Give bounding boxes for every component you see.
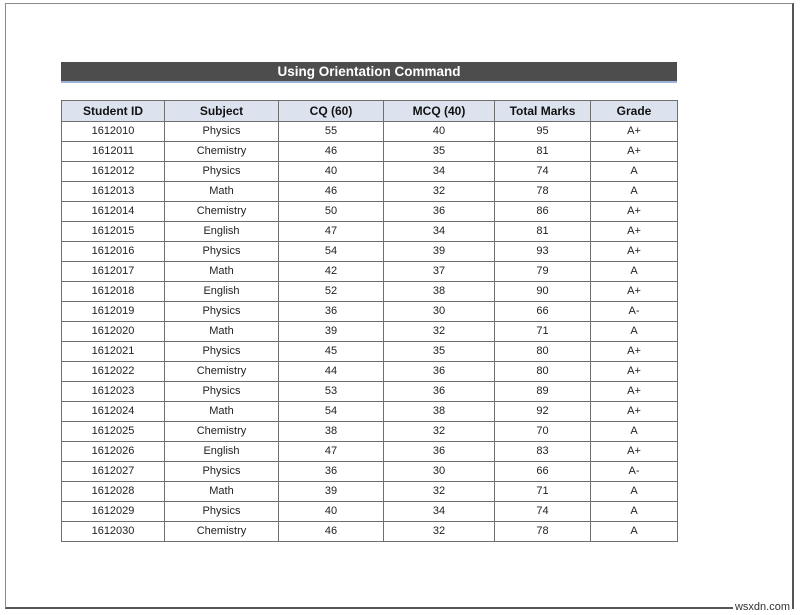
cell-cq: 54 (279, 402, 384, 422)
cell-cq: 46 (279, 182, 384, 202)
cell-subject: Math (165, 482, 279, 502)
cell-cq: 46 (279, 142, 384, 162)
cell-cq: 38 (279, 422, 384, 442)
cell-cq: 45 (279, 342, 384, 362)
header-grade: Grade (591, 101, 678, 122)
cell-total-marks: 81 (495, 142, 591, 162)
table-row (62, 482, 678, 502)
cell-cq: 36 (279, 302, 384, 322)
cell-student-id: 1612025 (62, 422, 165, 442)
table-row (62, 402, 678, 422)
cell-total-marks: 83 (495, 442, 591, 462)
cell-mcq: 32 (384, 422, 495, 442)
cell-student-id: 1612020 (62, 322, 165, 342)
header-student-id: Student ID (62, 101, 165, 122)
cell-subject: Math (165, 322, 279, 342)
cell-mcq: 35 (384, 142, 495, 162)
table-row (62, 462, 678, 482)
cell-subject: English (165, 222, 279, 242)
cell-mcq: 38 (384, 282, 495, 302)
table-row (62, 122, 678, 142)
cell-total-marks: 89 (495, 382, 591, 402)
table-row (62, 242, 678, 262)
cell-total-marks: 66 (495, 462, 591, 482)
cell-student-id: 1612030 (62, 522, 165, 542)
cell-total-marks: 71 (495, 482, 591, 502)
student-marks-table (61, 100, 678, 542)
cell-cq: 42 (279, 262, 384, 282)
cell-total-marks: 66 (495, 302, 591, 322)
cell-mcq: 36 (384, 202, 495, 222)
cell-grade: A (591, 322, 678, 342)
table-row (62, 422, 678, 442)
cell-student-id: 1612013 (62, 182, 165, 202)
header-total-marks: Total Marks (495, 101, 591, 122)
header-subject: Subject (165, 101, 279, 122)
cell-subject: Physics (165, 302, 279, 322)
cell-cq: 54 (279, 242, 384, 262)
table-row (62, 222, 678, 242)
cell-student-id: 1612028 (62, 482, 165, 502)
cell-grade: A+ (591, 362, 678, 382)
header-mcq: MCQ (40) (384, 101, 495, 122)
cell-total-marks: 80 (495, 342, 591, 362)
cell-grade: A (591, 162, 678, 182)
cell-total-marks: 78 (495, 182, 591, 202)
cell-mcq: 35 (384, 342, 495, 362)
cell-student-id: 1612029 (62, 502, 165, 522)
cell-subject: Physics (165, 162, 279, 182)
cell-total-marks: 70 (495, 422, 591, 442)
table-row (62, 182, 678, 202)
cell-subject: Physics (165, 122, 279, 142)
cell-total-marks: 90 (495, 282, 591, 302)
table-row (62, 262, 678, 282)
cell-subject: Math (165, 262, 279, 282)
cell-total-marks: 74 (495, 162, 591, 182)
cell-student-id: 1612015 (62, 222, 165, 242)
cell-total-marks: 93 (495, 242, 591, 262)
cell-grade: A- (591, 302, 678, 322)
cell-grade: A- (591, 462, 678, 482)
cell-cq: 53 (279, 382, 384, 402)
cell-mcq: 32 (384, 522, 495, 542)
cell-cq: 46 (279, 522, 384, 542)
cell-mcq: 36 (384, 442, 495, 462)
cell-student-id: 1612018 (62, 282, 165, 302)
cell-grade: A (591, 422, 678, 442)
cell-mcq: 36 (384, 362, 495, 382)
cell-grade: A (591, 482, 678, 502)
cell-mcq: 34 (384, 502, 495, 522)
cell-student-id: 1612010 (62, 122, 165, 142)
table-row (62, 362, 678, 382)
cell-mcq: 39 (384, 242, 495, 262)
cell-student-id: 1612019 (62, 302, 165, 322)
table-row (62, 382, 678, 402)
table-row (62, 442, 678, 462)
cell-total-marks: 80 (495, 362, 591, 382)
cell-subject: Physics (165, 342, 279, 362)
cell-student-id: 1612027 (62, 462, 165, 482)
cell-total-marks: 95 (495, 122, 591, 142)
cell-grade: A+ (591, 402, 678, 422)
cell-subject: Physics (165, 462, 279, 482)
cell-cq: 50 (279, 202, 384, 222)
cell-total-marks: 78 (495, 522, 591, 542)
cell-grade: A+ (591, 202, 678, 222)
cell-cq: 40 (279, 162, 384, 182)
table-row (62, 322, 678, 342)
document-title: Using Orientation Command (61, 62, 677, 83)
cell-subject: Chemistry (165, 202, 279, 222)
cell-total-marks: 92 (495, 402, 591, 422)
cell-mcq: 32 (384, 182, 495, 202)
cell-student-id: 1612024 (62, 402, 165, 422)
cell-grade: A (591, 502, 678, 522)
cell-mcq: 37 (384, 262, 495, 282)
cell-mcq: 34 (384, 162, 495, 182)
cell-cq: 39 (279, 482, 384, 502)
table-row (62, 342, 678, 362)
cell-cq: 52 (279, 282, 384, 302)
table-header-row (62, 101, 678, 122)
cell-grade: A+ (591, 122, 678, 142)
table-row (62, 202, 678, 222)
cell-grade: A (591, 262, 678, 282)
cell-cq: 39 (279, 322, 384, 342)
cell-subject: Physics (165, 382, 279, 402)
cell-total-marks: 79 (495, 262, 591, 282)
cell-mcq: 36 (384, 382, 495, 402)
cell-cq: 40 (279, 502, 384, 522)
table-row (62, 142, 678, 162)
cell-grade: A+ (591, 342, 678, 362)
cell-student-id: 1612023 (62, 382, 165, 402)
cell-cq: 47 (279, 222, 384, 242)
cell-cq: 55 (279, 122, 384, 142)
cell-subject: Physics (165, 502, 279, 522)
cell-student-id: 1612021 (62, 342, 165, 362)
cell-grade: A+ (591, 382, 678, 402)
cell-total-marks: 74 (495, 502, 591, 522)
cell-grade: A+ (591, 142, 678, 162)
cell-student-id: 1612026 (62, 442, 165, 462)
cell-subject: Chemistry (165, 142, 279, 162)
table-body (62, 122, 678, 542)
cell-student-id: 1612012 (62, 162, 165, 182)
cell-subject: English (165, 282, 279, 302)
cell-subject: Chemistry (165, 522, 279, 542)
cell-cq: 44 (279, 362, 384, 382)
cell-grade: A (591, 182, 678, 202)
cell-student-id: 1612011 (62, 142, 165, 162)
cell-subject: Chemistry (165, 422, 279, 442)
cell-grade: A+ (591, 282, 678, 302)
cell-mcq: 34 (384, 222, 495, 242)
cell-subject: Math (165, 182, 279, 202)
cell-mcq: 40 (384, 122, 495, 142)
cell-subject: Chemistry (165, 362, 279, 382)
cell-subject: Physics (165, 242, 279, 262)
cell-mcq: 32 (384, 322, 495, 342)
cell-mcq: 30 (384, 302, 495, 322)
table-row (62, 282, 678, 302)
cell-mcq: 32 (384, 482, 495, 502)
cell-cq: 36 (279, 462, 384, 482)
cell-total-marks: 86 (495, 202, 591, 222)
cell-grade: A (591, 522, 678, 542)
cell-subject: Math (165, 402, 279, 422)
table-row (62, 522, 678, 542)
watermark: wsxdn.com (734, 601, 790, 613)
table-row (62, 502, 678, 522)
cell-subject: English (165, 442, 279, 462)
cell-cq: 47 (279, 442, 384, 462)
cell-student-id: 1612014 (62, 202, 165, 222)
table-row (62, 162, 678, 182)
cell-student-id: 1612017 (62, 262, 165, 282)
cell-grade: A+ (591, 442, 678, 462)
cell-total-marks: 71 (495, 322, 591, 342)
cell-total-marks: 81 (495, 222, 591, 242)
cell-student-id: 1612022 (62, 362, 165, 382)
cell-student-id: 1612016 (62, 242, 165, 262)
print-page (5, 3, 794, 609)
header-cq: CQ (60) (279, 101, 384, 122)
table-row (62, 302, 678, 322)
cell-mcq: 38 (384, 402, 495, 422)
cell-grade: A+ (591, 242, 678, 262)
cell-grade: A+ (591, 222, 678, 242)
cell-mcq: 30 (384, 462, 495, 482)
